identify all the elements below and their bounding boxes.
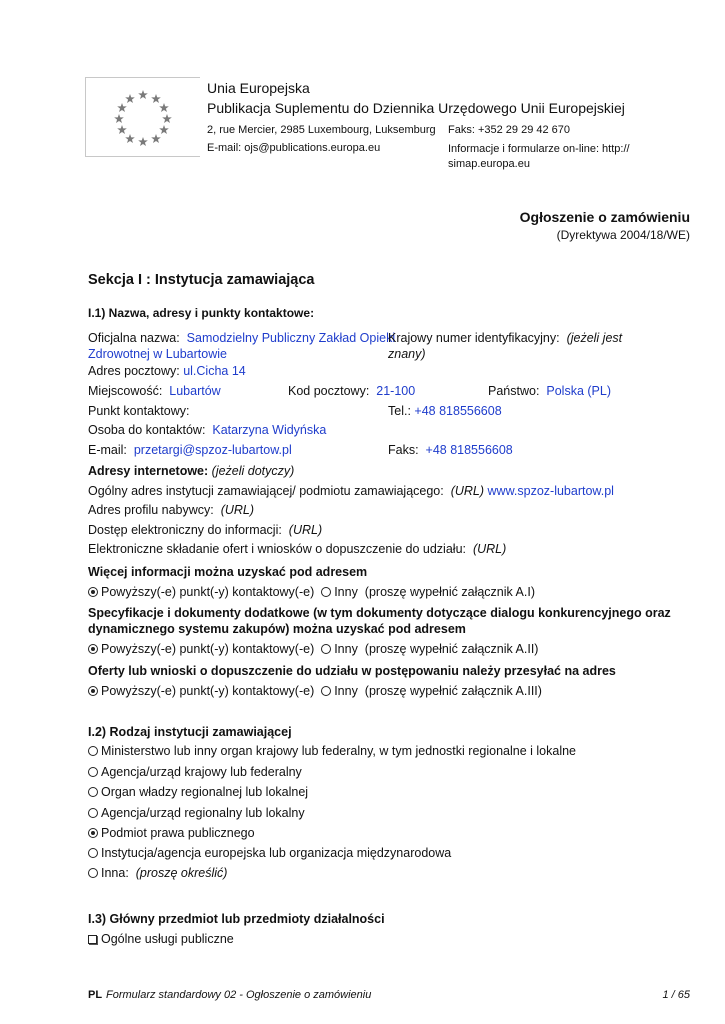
spec-title-line1: Specyfikacje i dokumenty dodatkowe (w tym dokumenty dotyczące dialogu konkurencyjnego oraz xyxy=(88,606,671,620)
more-info-options: Powyższy(-e) punkt(-y) kontaktowy(-e) Inny (proszę wypełnić załącznik A.I) xyxy=(88,584,535,600)
city: Miejscowość: Lubartów xyxy=(88,384,221,398)
header-org: Unia Europejska xyxy=(207,80,310,96)
eu-logo xyxy=(85,77,200,157)
official-name: Oficjalna nazwa: Samodzielny Publiczny Zakład Opieki Zdrowotnej w Lubartowie xyxy=(88,331,396,361)
more-info-title: Więcej informacji można uzyskać pod adresem xyxy=(88,565,368,579)
spec-options: Powyższy(-e) punkt(-y) kontaktowy(-e) Inny (proszę wypełnić załącznik A.II) xyxy=(88,641,538,657)
i2-option: Organ władzy regionalnej lub lokalnej xyxy=(88,784,308,800)
i2-option: Agencja/urząd krajowy lub federalny xyxy=(88,764,302,780)
footer-form: Formularz standardowy 02 - Ogłoszenie o zamówieniu xyxy=(106,989,372,1001)
radio-offers-above[interactable] xyxy=(88,686,98,696)
notice-title: Ogłoszenie o zamówieniu xyxy=(519,209,690,225)
contact-point: Punkt kontaktowy: xyxy=(88,404,190,418)
i2-title: I.2) Rodzaj instytucji zamawiającej xyxy=(88,725,292,739)
i2-option: Ministerstwo lub inny organ krajowy lub federalny, w tym jednostki regionalne i lokalne xyxy=(88,743,576,759)
header-fax: Faks: +352 29 29 42 670 xyxy=(448,124,571,136)
header-info: Informacje i formularze on-line: http:// simap.europa.eu xyxy=(448,143,630,170)
radio-i2-regional-authority[interactable] xyxy=(88,787,98,797)
national-id: Krajowy numer identyfikacyjny: (jeżeli jest znany) xyxy=(388,331,623,361)
i2-option: Instytucja/agencja europejska lub organizacja międzynarodowa xyxy=(88,845,451,861)
radio-i2-public-law-body[interactable] xyxy=(88,828,98,838)
e-submission: Elektroniczne składanie ofert i wniosków o dopuszczenie do udziału: (URL) xyxy=(88,542,507,556)
e-access: Dostęp elektroniczny do informacji: (URL) xyxy=(88,523,323,537)
offers-options: Powyższy(-e) punkt(-y) kontaktowy(-e) Inny (proszę wypełnić załącznik A.III) xyxy=(88,683,542,699)
radio-spec-above[interactable] xyxy=(88,644,98,654)
i2-option: Inna: (proszę określić) xyxy=(88,865,227,881)
general-address: Ogólny adres instytucji zamawiającej/ podmiotu zamawiającego: (URL) www.spzoz-lubartow.pl xyxy=(88,484,614,498)
postal-address: Adres pocztowy: ul.Cicha 14 xyxy=(88,364,246,378)
i2-option: Agencja/urząd regionalny lub lokalny xyxy=(88,805,305,821)
footer-page: 1 / 65 xyxy=(662,989,690,1001)
footer-lang: PL xyxy=(88,989,103,1001)
radio-i2-other[interactable] xyxy=(88,868,98,878)
eu-stars-icon xyxy=(86,78,201,158)
spec-title-line2: dynamicznego systemu zakupów) można uzyskać pod adresem xyxy=(88,622,466,636)
tel: Tel.: +48 818556608 xyxy=(388,404,502,418)
i3-option: Ogólne usługi publiczne xyxy=(88,931,234,947)
country: Państwo: Polska (PL) xyxy=(488,384,611,398)
radio-more-info-other[interactable] xyxy=(321,587,331,597)
radio-offers-other[interactable] xyxy=(321,686,331,696)
contact-person: Osoba do kontaktów: Katarzyna Widyńska xyxy=(88,423,327,437)
i1-title: I.1) Nazwa, adresy i punkty kontaktowe: xyxy=(88,306,315,320)
i2-option: Podmiot prawa publicznego xyxy=(88,825,255,841)
buyer-profile: Adres profilu nabywcy: (URL) xyxy=(88,503,255,517)
header-address: 2, rue Mercier, 2985 Luxembourg, Luksemburg xyxy=(207,124,436,136)
checkbox-general-public-services[interactable] xyxy=(88,935,97,944)
section-title: Sekcja I : Instytucja zamawiająca xyxy=(88,272,315,288)
radio-i2-regional-agency[interactable] xyxy=(88,808,98,818)
notice-directive: (Dyrektywa 2004/18/WE) xyxy=(556,228,690,242)
radio-spec-other[interactable] xyxy=(321,644,331,654)
email: E-mail: przetargi@spzoz-lubartow.pl xyxy=(88,443,292,457)
radio-i2-ministry[interactable] xyxy=(88,746,98,756)
radio-i2-national-agency[interactable] xyxy=(88,767,98,777)
postcode: Kod pocztowy: 21-100 xyxy=(288,384,416,398)
radio-more-info-above[interactable] xyxy=(88,587,98,597)
header-email: E-mail: ojs@publications.europa.eu xyxy=(207,142,381,154)
internet-addresses-title: Adresy internetowe: (jeżeli dotyczy) xyxy=(88,464,295,478)
i3-title: I.3) Główny przedmiot lub przedmioty działalności xyxy=(88,912,385,926)
header-publication: Publikacja Suplementu do Dziennika Urzędowego Unii Europejskiej xyxy=(207,100,625,116)
radio-i2-european-institution[interactable] xyxy=(88,848,98,858)
fax: Faks: +48 818556608 xyxy=(388,443,513,457)
offers-title: Oferty lub wnioski o dopuszczenie do udziału w postępowaniu należy przesyłać na adres xyxy=(88,664,616,678)
